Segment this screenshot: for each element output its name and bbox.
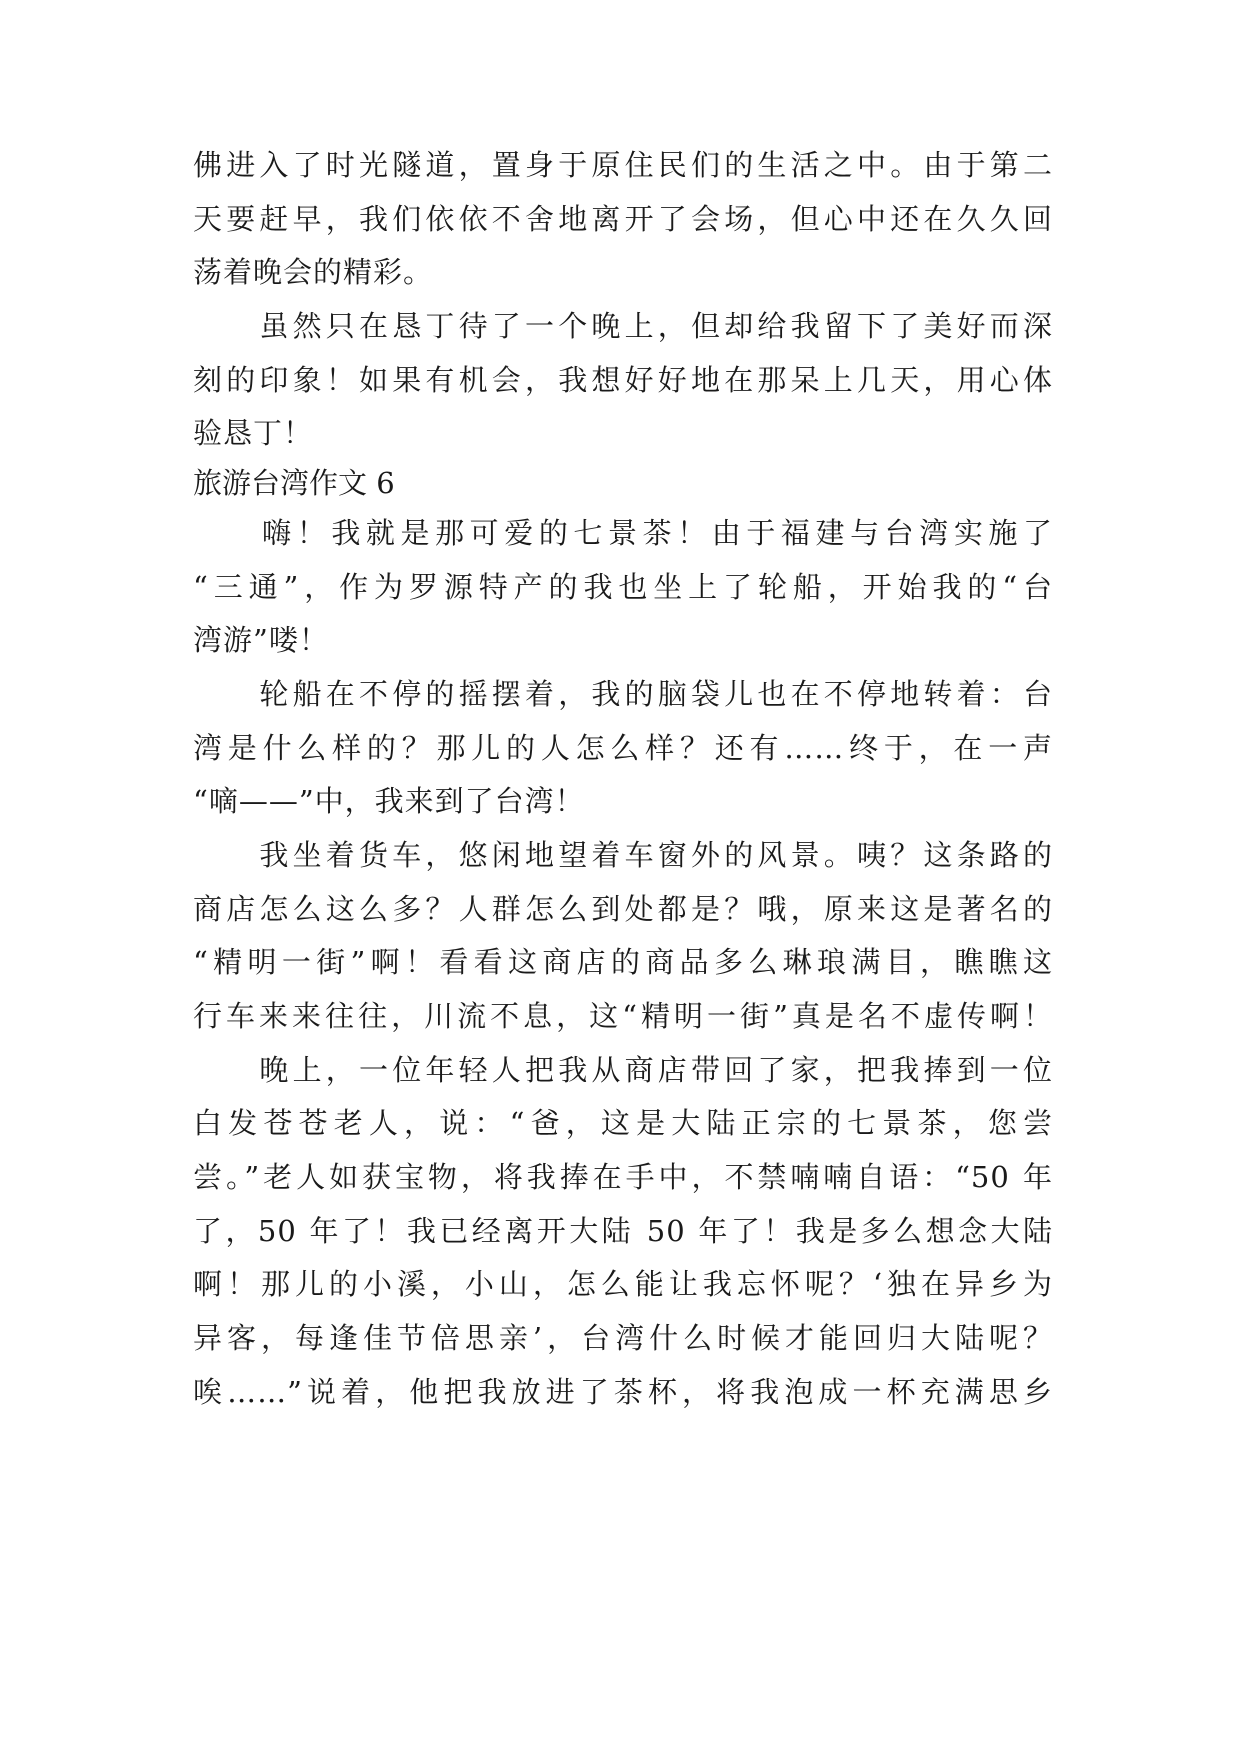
text-line: 湾是什么样的？那儿的人怎么样？还有……终于，在一声: [193, 731, 1053, 765]
text-line: 行车来来往往，川流不息，这“精明一街”真是名不虚传啊！: [193, 999, 1053, 1033]
text-line: 天要赶早，我们依依不舍地离开了会场，但心中还在久久回: [193, 202, 1053, 236]
text-line: 轮船在不停的摇摆着，我的脑袋儿也在不停地转着：台: [193, 677, 1053, 711]
section-heading: 旅游台湾作文 6: [193, 466, 395, 500]
text-line: “精明一街”啊！看看这商店的商品多么琳琅满目，瞧瞧这: [193, 945, 1053, 979]
text-line: 湾游”喽！: [193, 623, 329, 657]
text-line: 刻的印象！如果有机会，我想好好地在那呆上几天，用心体: [193, 363, 1053, 397]
text-line: 晚上，一位年轻人把我从商店带回了家，把我捧到一位: [193, 1053, 1053, 1087]
text-line: 荡着晚会的精彩。: [193, 255, 434, 289]
text-line: 了，50 年了！我已经离开大陆 50 年了！我是多么想念大陆: [193, 1214, 1053, 1248]
text-line: 佛进入了时光隧道，置身于原住民们的生活之中。由于第二: [193, 148, 1053, 182]
text-line: “三通”，作为罗源特产的我也坐上了轮船，开始我的“台: [193, 570, 1053, 604]
text-line: 我坐着货车，悠闲地望着车窗外的风景。咦？这条路的: [193, 838, 1053, 872]
text-line: 虽然只在恳丁待了一个晚上，但却给我留下了美好而深: [193, 309, 1053, 343]
text-line: 商店怎么这么多？人群怎么到处都是？哦，原来这是著名的: [193, 892, 1053, 926]
text-line: 白发苍苍老人，说：“爸，这是大陆正宗的七景茶，您尝: [193, 1106, 1053, 1140]
text-line: “嘀——”中，我来到了台湾！: [193, 784, 585, 818]
text-line: 尝。”老人如获宝物，将我捧在手中，不禁喃喃自语：“50 年: [193, 1160, 1053, 1194]
text-line: 异客，每逢佳节倍思亲’，台湾什么时候才能回归大陆呢？: [193, 1321, 1053, 1355]
text-line: 唉……”说着，他把我放进了茶杯，将我泡成一杯充满思乡: [193, 1375, 1053, 1409]
text-line: 啊！那儿的小溪，小山，怎么能让我忘怀呢？‘独在异乡为: [193, 1267, 1053, 1301]
text-line: 嗨！我就是那可爱的七景茶！由于福建与台湾实施了: [193, 516, 1053, 550]
text-line: 验恳丁！: [193, 416, 314, 450]
